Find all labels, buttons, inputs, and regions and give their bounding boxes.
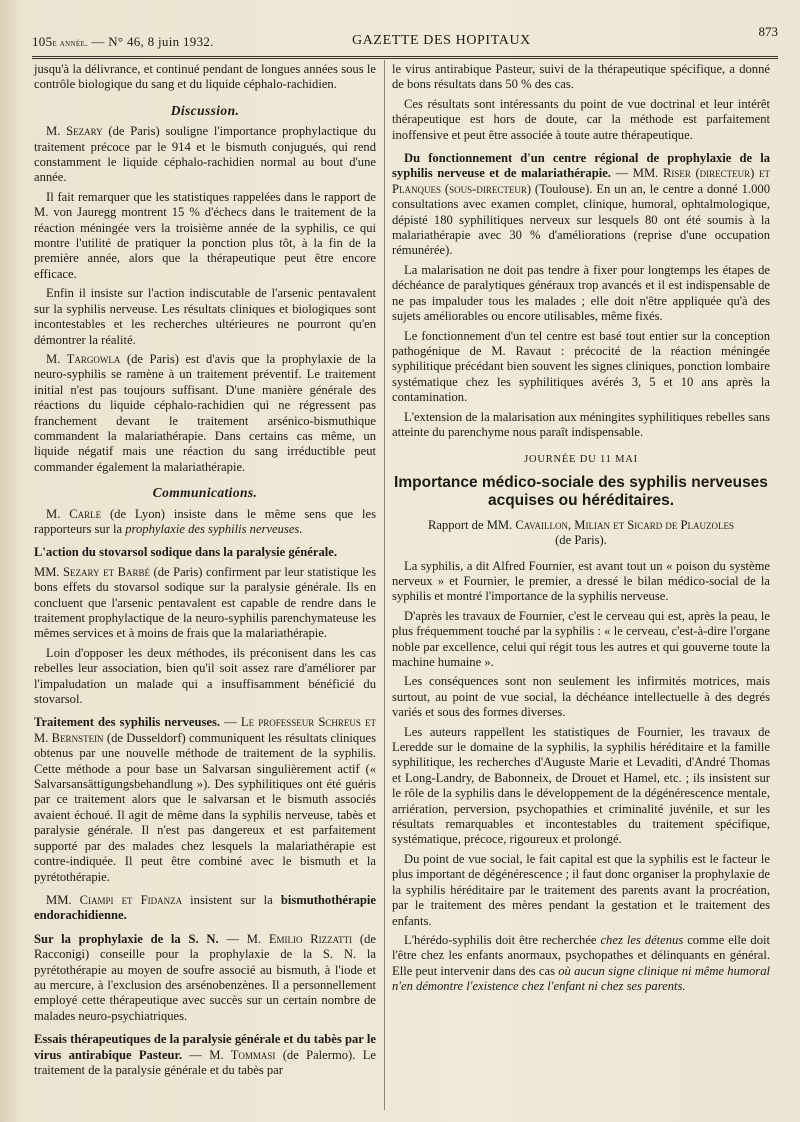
communication-paragraph <box>34 715 376 884</box>
paragraph: Les auteurs rappellent les statistiques de Fournier, les travaux de Leredde sur le domaine de la syphilis, la syphilis héréditaire et la famille syphilitique, les recherches d'Auguste Marie et Levaditi, d'André Thomas et Long-Landry, de Babonneix, de Drouet et Hamel, etc. ; ils insistent sur le rôle de la syphilis dans le développement de la dégénérescence mentale, arriération, perversion, psychopathies et criminalité juvénile, et sur les résultats remarquables et incontestables du traitement spécifique, systématique, précoce, rigoureux et prolongé. <box>392 724 770 847</box>
issue-info <box>32 34 214 50</box>
intro-paragraph: jusqu'à la délivrance, et continué pendant de longues années sous le contrôle biologique du sang et du liquide céphalo-rachidien. <box>34 62 376 92</box>
paragraph-text: (de Racconigi) conseille pour la prophylaxie de la S. N. la pyrétothérapie au moyen de soufre associé au bismuth, à l'iode et au mercure, à l'exclusion des arsénobenzènes. Il a personnellement employé cette thérapeutique avec succès sur un certain nombre de malades neuro-psychiatriques. <box>34 931 376 1023</box>
paragraph: La malarisation ne doit pas tendre à fixer pour longtemps les étapes de déchéance de paralytiques généraux trop avancés et il est indispensable de ne pas impaluder tous les malades ; elle doit n'être appliquée qu'à des sujets améliorables ou encore utilisables, même fixés. <box>392 262 770 324</box>
speaker-name: — MM. Riser (directeur) et Planques (sous-directeur) <box>392 166 770 196</box>
speaker-name: M. Targowla <box>46 351 121 366</box>
paragraph-text: L'hérédo-syphilis doit être recherchée <box>404 932 601 947</box>
communications-heading: Communications. <box>152 485 258 501</box>
discussion-paragraph: Enfin il insiste sur l'action indiscutable de l'arsenic pentavalent sur la syphilis nerveuse. Les résultats cliniques et biologiques sont incontestables et les recherches ultérieures ne pourront qu'en démontrer la réalité. <box>34 286 376 347</box>
paragraph: D'après les travaux de Fournier, c'est le cerveau qui est, après la peau, le plus fréquemment touché par la syphilis : « le cerveau, c'est-à-dire l'organe noble par excellence, celui qui régit tous les autres et qui gouverne toute la machine humaine ». <box>392 608 770 669</box>
report-authors <box>392 518 770 549</box>
session-title: Importance médico-sociale des syphilis nerveuses acquises ou héréditaires. <box>394 473 768 509</box>
paragraph-text: (de Lyon) insiste dans le même sens que les rapporteurs sur la <box>34 506 376 536</box>
author-names: Cavaillon, Milian et Sicard de Plauzoles <box>515 517 735 532</box>
paragraph: le virus antirabique Pasteur, suivi de la thérapeutique spécifique, a donné de bons résultats dans 50 % des cas. <box>392 62 770 92</box>
communication-paragraph <box>34 893 376 924</box>
paragraph-text: (de Palermo). Le traitement de la paralysie générale et du tabès par <box>34 1047 376 1077</box>
column-divider <box>384 60 385 1110</box>
paragraph-italic: chez les détenus <box>600 932 684 947</box>
running-header <box>32 24 778 59</box>
communication-title: Essais thérapeutiques de la paralysie générale et du tabès par le virus antirabique Pasteur. <box>34 1032 376 1062</box>
speaker-name: — M. Tommasi <box>182 1047 276 1062</box>
report-origin: (de Paris). <box>555 533 607 548</box>
speaker-name: M. Carle <box>46 506 102 521</box>
page-number: 873 <box>758 24 778 39</box>
paragraph: La syphilis, a dit Alfred Fournier, est avant tout un « poison du système nerveux » et Fournier, le premier, a dressé le bilan médico-social de la syphilis et montré l'importance de la syphilis nerveuse. <box>392 558 770 604</box>
paragraph-text: (Toulouse). En un an, le centre a donné 1.000 consultations avec examen complet, clinique, humoral, ophtalmologique, dépisté 180 syphilitiques nerveux sur lesquels 80 ont été soumis à la malariathérapie avec 30 % d'améliorations (reprise d'une occupation rémunérée). <box>392 181 770 258</box>
right-column <box>392 62 770 999</box>
communication-paragraph <box>34 932 376 1024</box>
communication-title: Traitement des syphilis nerveuses. <box>34 715 221 730</box>
paragraph-text: (de Dusseldorf) communiquent les résultats cliniques obtenus par une nouvelle méthode de traitement de la syphilis. Cette méthode a pour base un Salvarsan singulièrement actif (« Salvarsansättigungsbehandlung »). Des syphilitiques ont été guéris par ce traitement alors que le salvarsan et le bismuth associés avaient échoué. Il agit de même dans la syphilis nerveuse, tabès et paralysie générale. Il n'est pas dangereux et est parfaitement supporté par des malades chez lesquels la malariathérapie est contre-indiquée. Il peut être combiné avec le bismuth et la pyrétothérapie. <box>34 730 376 884</box>
report-prefix: Rapport de MM. <box>427 517 516 532</box>
communication-paragraph <box>34 507 376 538</box>
communication-paragraph <box>392 151 770 259</box>
speaker-name: M. Sezary <box>46 124 103 139</box>
discussion-paragraph: Il fait remarquer que les statistiques rappelées dans le rapport de M. von Jauregg montrent 15 % d'échecs dans le traitement de la réaction méningée vers la troisième année de la syphilis, ce qui montre l'utilité de pratiquer la ponction plus tôt, à la fin de la première année, alors que la thérapeutique peut être encore efficace. <box>34 189 376 281</box>
left-column <box>34 62 376 1082</box>
paragraph-italic: où aucun signe clinique ni même humoral n'en démontre l'existence chez l'enfant ni chez ses parents. <box>392 963 770 994</box>
year-suffix: e année. <box>52 38 88 49</box>
discussion-heading: Discussion. <box>170 102 240 118</box>
paragraph: Ces résultats sont intéressants du point de vue doctrinal et leur intérêt thérapeutique est hors de doute, car la méthode est parfaitement inoffensive et peut être associée à toute autre thérapeutique. <box>392 96 770 142</box>
paragraph-text: comme elle doit l'être chez les enfants anormaux, psychopathes et délinquants en général. Elle peut intervenir dans des cas <box>392 932 770 978</box>
issue-date: — N° 46, 8 juin 1932. <box>91 34 214 49</box>
paragraph: L'extension de la malarisation aux méningites syphilitiques rebelles sans atteinte du parenchyme nous paraît indispensable. <box>392 409 770 439</box>
year-number: 105 <box>32 34 53 49</box>
paragraph-text: insistent sur la <box>182 892 281 907</box>
paragraph: Du point de vue social, le fait capital est que la syphilis est le facteur le plus important de dégénérescence ; il faut donc organiser la prophylaxie de la syphilis héréditaire par le traitement des parents avant la procréation, par le traitement des mères pendant la gestation et le traitement des enfants. <box>392 851 770 928</box>
discussion-paragraph <box>34 124 376 186</box>
paragraph: Les conséquences sont non seulement les infirmités motrices, mais surtout, au point de vue social, la déchéance intellectuelle à des degrés variés et sous des formes diverses. <box>392 674 770 720</box>
discussion-paragraph <box>34 352 376 475</box>
communication-title: Du fonctionnement d'un centre régional de prophylaxie de la syphilis nerveuse et de malariathérapie. <box>392 151 770 181</box>
paragraph: Le fonctionnement d'un tel centre est basé tout entier sur la conception pathogénique de M. Ravaut : précocité de la réaction méningée syphilitique précédant bien souvent les signes cliniques, ponction lombaire systématique chez les syphilitiques avérés 3, 5 et 10 ans après la contamination. <box>392 328 770 405</box>
speaker-name: — M. Emilio Rizzatti <box>218 931 353 946</box>
paragraph-italic: prophylaxie des syphilis nerveuses. <box>125 521 303 536</box>
communication-title: Sur la prophylaxie de la S. N. <box>34 931 219 946</box>
day-heading: JOURNÉE DU 11 MAI <box>524 454 638 466</box>
paragraph-text: (de Paris) est d'avis que la prophylaxie de la neuro-syphilis se ramène à un traitement préventif. Le traitement initial n'est pas toujours suffisant. D'une manière générale des réactions du liquide céphalo-rachidien qui ne régressent pas franchement devant le traitement arsénico-bismuthique commandent la malariathérapie. Dans certains cas même, un liquide négatif mais une réaction du sang irréductible peut commander également la malariathérapie. <box>34 351 376 474</box>
paragraph-text: (de Paris) confirment par leur statistique les bons effets du stovarsol sodique sur la paralysie générale. Ils en concluent que l'arsenic pentavalent est capable de rendre dans le traitement prophylactique de la neuro-syphilis parenchymateuse les mêmes services et à moins de frais que la malariathérapie. <box>34 564 376 641</box>
communication-paragraph <box>34 1032 376 1078</box>
paragraph-bold: bismuthothérapie endorachidienne. <box>34 892 376 923</box>
speaker-name: MM. Sezary et Barbé <box>34 564 150 579</box>
paragraph <box>392 933 770 995</box>
communication-paragraph: Loin d'opposer les deux méthodes, ils préconisent dans les cas rebelles leur association, bien qu'il soit assez rare d'améliorer par l'impaludation un malade qui a insuffisamment bénéficié du stovarsol. <box>34 645 376 707</box>
journal-title: GAZETTE DES HOPITAUX <box>352 33 531 48</box>
paragraph-text: (de Paris) souligne l'importance prophylactique du traitement précoce par le 914 et le bismuth conjugués, qui rend constamment le liquide céphalo-rachidien normal au bout d'une année. <box>34 124 377 185</box>
communication-paragraph <box>34 565 376 642</box>
speaker-name: MM. Ciampi et Fidanza <box>46 892 183 907</box>
speaker-name: — Le professeur Schreus et M. Bernstein <box>34 715 376 745</box>
communication-title: L'action du stovarsol sodique dans la paralysie générale. <box>34 545 337 560</box>
